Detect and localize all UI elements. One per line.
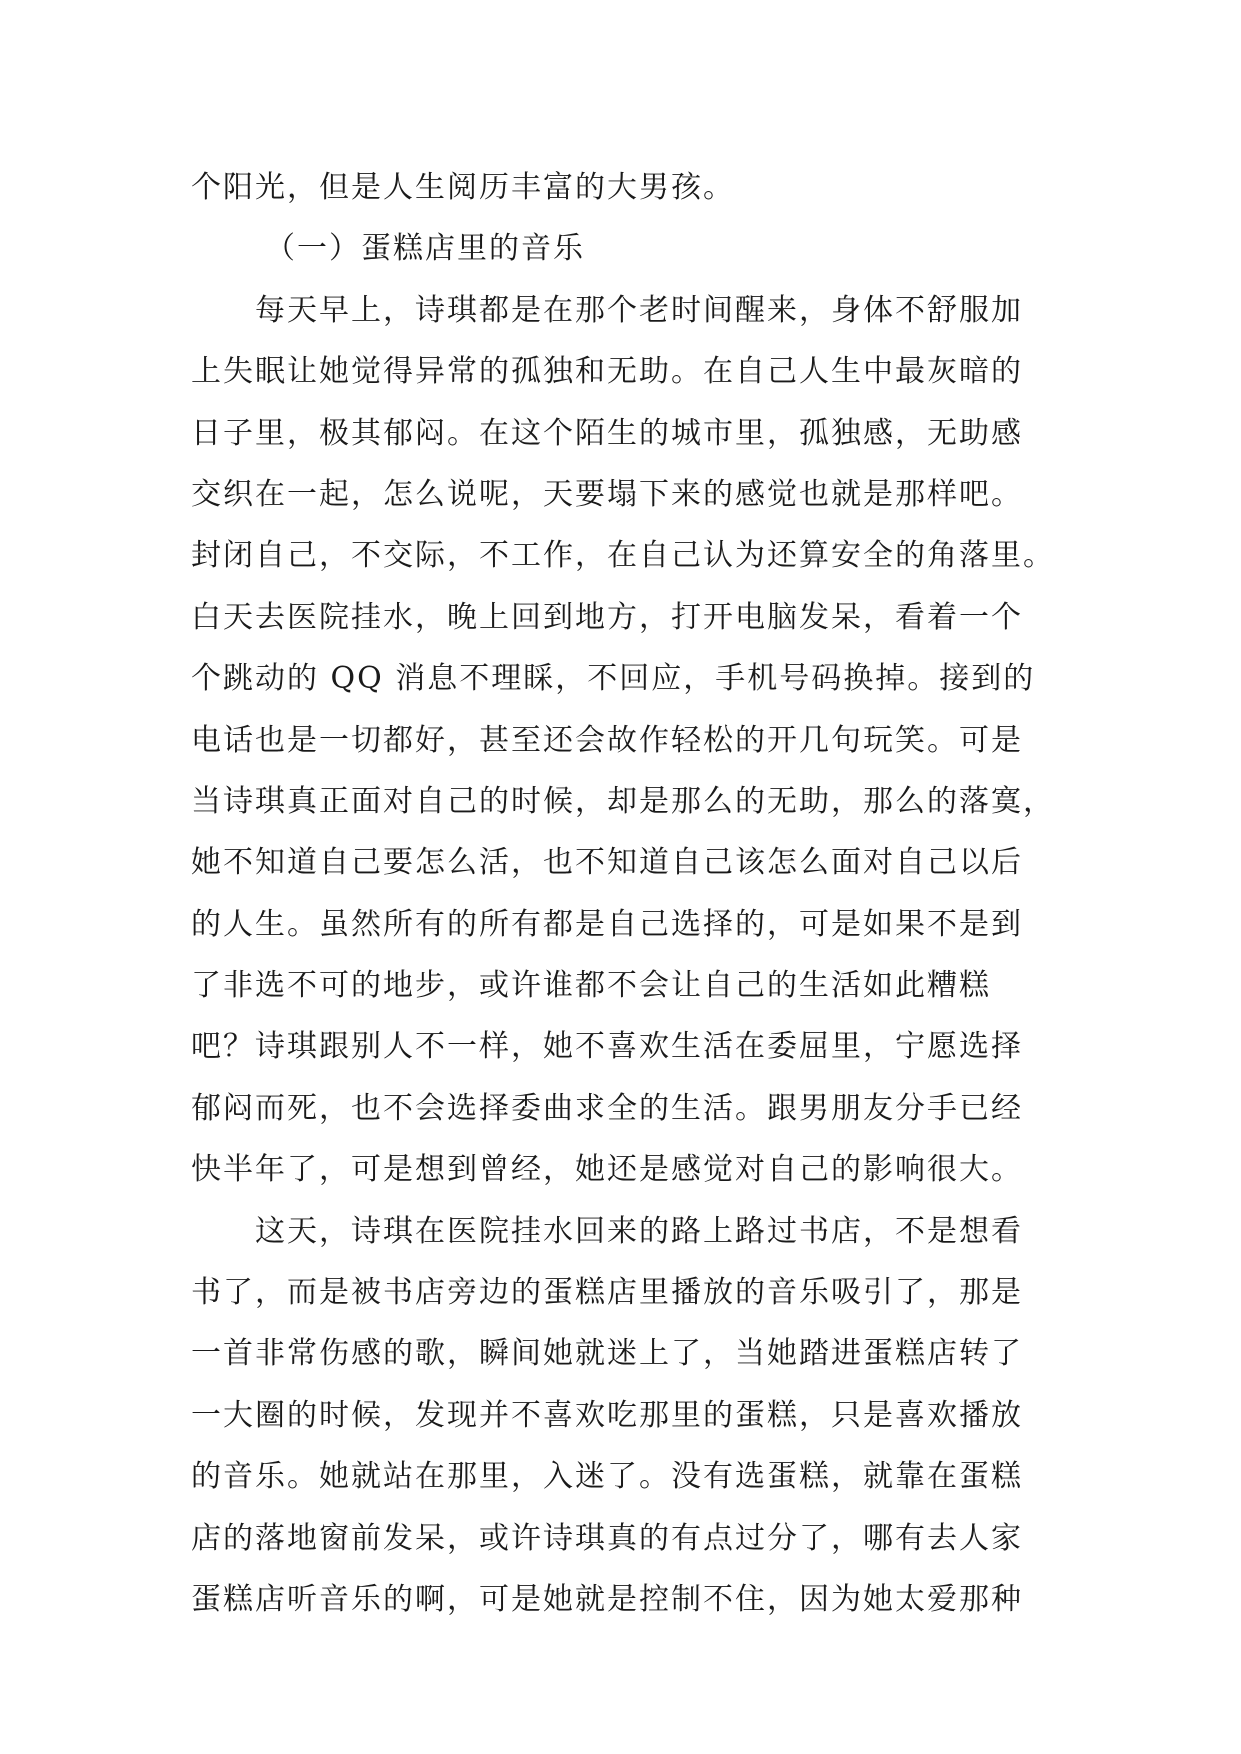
text-line: 的人生。虽然所有的所有都是自己选择的，可是如果不是到 bbox=[191, 906, 1023, 942]
text-line: 郁闷而死，也不会选择委曲求全的生活。跟男朋友分手已经 bbox=[191, 1090, 1023, 1126]
section-heading: （一）蛋糕店里的音乐 bbox=[265, 231, 585, 267]
text-line: 电话也是一切都好，甚至还会故作轻松的开几句玩笑。可是 bbox=[191, 722, 1023, 758]
text-line: 白天去医院挂水，晚上回到地方，打开电脑发呆，看着一个 bbox=[191, 599, 1023, 635]
text-line: 店的落地窗前发呆，或许诗琪真的有点过分了，哪有去人家 bbox=[191, 1520, 1023, 1556]
paragraph-first-line: 每天早上，诗琪都是在那个老时间醒来，身体不舒服加 bbox=[255, 292, 1023, 328]
text-line: 封闭自己，不交际，不工作，在自己认为还算安全的角落里。 bbox=[191, 538, 1055, 574]
text-line: 她不知道自己要怎么活，也不知道自己该怎么面对自己以后 bbox=[191, 845, 1023, 881]
text-line: 个跳动的 QQ 消息不理睬，不回应，手机号码换掉。接到的 bbox=[191, 661, 1036, 697]
text-line: 一首非常伤感的歌，瞬间她就迷上了，当她踏进蛋糕店转了 bbox=[191, 1336, 1023, 1372]
text-line: 一大圈的时候，发现并不喜欢吃那里的蛋糕，只是喜欢播放 bbox=[191, 1397, 1023, 1433]
text-line: 蛋糕店听音乐的啊，可是她就是控制不住，因为她太爱那种 bbox=[191, 1581, 1023, 1617]
text-line: 书了，而是被书店旁边的蛋糕店里播放的音乐吸引了，那是 bbox=[191, 1275, 1023, 1311]
document-body bbox=[191, 157, 1071, 1630]
text-line: 交织在一起，怎么说呢，天要塌下来的感觉也就是那样吧。 bbox=[191, 476, 1023, 512]
paragraph-first-line: 这天，诗琪在医院挂水回来的路上路过书店，不是想看 bbox=[255, 1213, 1023, 1249]
text-line: 上失眠让她觉得异常的孤独和无助。在自己人生中最灰暗的 bbox=[191, 354, 1023, 390]
text-line: 日子里，极其郁闷。在这个陌生的城市里，孤独感，无助感 bbox=[191, 415, 1023, 451]
text-line: 了非选不可的地步，或许谁都不会让自己的生活如此糟糕 bbox=[191, 968, 991, 1004]
text-line: 个阳光，但是人生阅历丰富的大男孩。 bbox=[191, 170, 735, 205]
text-line: 当诗琪真正面对自己的时候，却是那么的无助，那么的落寞， bbox=[191, 783, 1055, 819]
text-line: 快半年了，可是想到曾经，她还是感觉对自己的影响很大。 bbox=[191, 1152, 1023, 1188]
text-line: 吧？诗琪跟别人不一样，她不喜欢生活在委屈里，宁愿选择 bbox=[191, 1029, 1023, 1065]
text-line: 的音乐。她就站在那里，入迷了。没有选蛋糕，就靠在蛋糕 bbox=[191, 1459, 1023, 1495]
